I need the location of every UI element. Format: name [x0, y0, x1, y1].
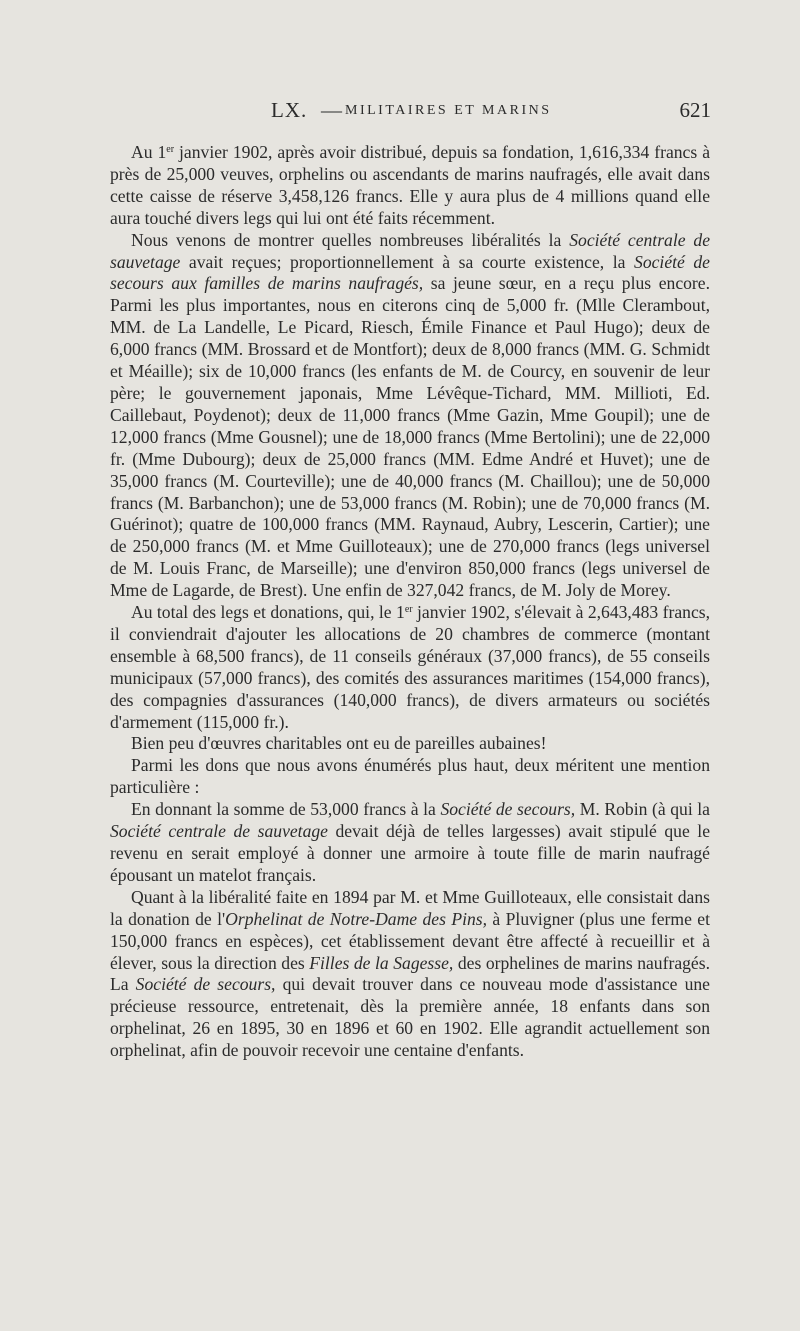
- body-text: [110, 142, 710, 1062]
- text-run: Au total des legs et donations, qui, le 1: [131, 602, 405, 623]
- chapter-number: LX.: [271, 98, 308, 122]
- italic-title: Société centrale de sauvetage: [110, 229, 711, 272]
- text-run: janvier 1902, s'élevait à 2,643,483 francs, il conviendrait d'ajouter les allocations de 20 chambres de commerce (montant ensemble à 68,500 francs), de 11 conseils généraux (37,000 francs), de 55 conseils municipaux (57,000 francs), des comités des assurances maritimes (154,000 francs), des compagnies d'assurances (140,000 francs), de divers armateurs ou sociétés d'armement (115,000 fr.).: [110, 602, 711, 732]
- italic-title: Société de secours aux familles de marins naufragés,: [110, 251, 710, 294]
- ordinal-superscript: er: [166, 144, 175, 155]
- paragraph: [110, 887, 710, 1062]
- paragraph: [110, 230, 710, 602]
- italic-title: Société de secours,: [135, 974, 276, 995]
- text-run: Au 1: [131, 142, 167, 162]
- text-run: Parmi les dons que nous avons énumérés plus haut, deux méritent une mention particulière :: [110, 755, 710, 798]
- italic-title: Orphelinat de Notre-Dame des Pins,: [225, 908, 488, 929]
- italic-title: Société centrale de sauvetage: [110, 821, 328, 842]
- text-run: M. Robin (à qui la: [575, 799, 710, 820]
- text-run: Quant à la libéralité faite en 1894 par M. et Mme Guilloteaux, elle consistait dans la donation de l': [110, 886, 710, 929]
- page-number: 621: [679, 98, 711, 122]
- running-header: [131, 98, 711, 128]
- text-run: Bien peu d'œuvres charitables ont eu de pareilles aubaines!: [131, 733, 547, 754]
- text-run: sa jeune sœur, en a reçu plus encore. Parmi les plus importantes, nous en citerons cinq de 5,000 fr. (Mlle Clerambout, MM. de La Landelle, Le Picard, Riesch, Émile Finance et Paul Hugo); deux de 6,000 francs (MM. Brossard et de Montfort); deux de 8,000 francs (MM. G. Schmidt et Méaille); six de 10,000 francs (les enfants de M. de Courcy, en souvenir de leur père; le gouvernement japonais, Mme Lévêque-Tichard, MM. Millioti, Ed. Caillebaut, Poydenot); deux de 11,000 francs (Mme Gazin, Mme Goupil); une de 12,000 francs (Mme Gousnel); une de 18,000 francs (Mme Bertolini); une de 22,000 fr. (Mme Dubourg); deux de 25,000 francs (MM. Edme André et Huvet); une de 35,000 francs (M. Courteville); une de 40,000 francs (M. Chaillou); une de 50,000 francs (M. Barbanchon); une de 53,000 francs (M. Robin); une de 70,000 francs (M. Guérinot); quatre de 100,000 francs (MM. Raynaud, Aubry, Lescerin, Cartier); une de 250,000 francs (M. et Mme Guilloteaux); une de 270,000 francs (legs universel de M. Louis Franc, de Marseille); une d'environ 850,000 francs (legs universel de Mme de Lagarde, de Brest). Une enfin de 327,042 francs, de M. Joly de Morey.: [110, 273, 710, 601]
- text-run: des orphelines de marins naufragés. La: [110, 952, 710, 995]
- text-run: janvier 1902, après avoir distribué, depuis sa fondation, 1,616,334 francs à près de 25,000 veuves, orphelins ou ascendants de marins naufragés, elle avait dans cette caisse de réserve 3,458,126 francs. Elle y aura plus de 4 millions quand elle aura touché divers legs qui lui ont été faits récemment.: [110, 142, 710, 228]
- chapter-title: MILITAIRES ET MARINS: [345, 103, 552, 118]
- text-run: Nous venons de montrer quelles nombreuses libéralités la: [131, 229, 570, 250]
- text-run: avait reçues; proportionnellement à sa courte existence, la: [180, 251, 635, 272]
- text-run: En donnant la somme de 53,000 francs à la: [131, 799, 441, 820]
- paragraph: [110, 602, 710, 733]
- italic-title: Société de secours,: [440, 799, 576, 820]
- ordinal-superscript: er: [404, 604, 413, 616]
- paragraph: [110, 142, 710, 230]
- paragraph: [110, 799, 710, 887]
- text-run: qui devait trouver dans ce nouveau mode d'assistance une précieuse ressource, entretenait, dès la première année, 18 enfants dans son orphelinat, 26 en 1895, 30 en 1896 et 60 en 1902. Elle agrandit actuellement son orphelinat, afin de pouvoir recevoir une centaine d'enfants.: [110, 974, 710, 1061]
- header-separator: —: [321, 98, 342, 122]
- paragraph: [110, 755, 710, 799]
- italic-title: Filles de la Sagesse,: [309, 952, 454, 973]
- paragraph: [110, 733, 710, 755]
- text-run: à Pluvigner (plus une ferme et 150,000 francs en espèces), cet établissement devant être affecté à recueillir et à élever, sous la direction des: [110, 908, 710, 973]
- text-run: devait déjà de telles largesses) avait stipulé que le revenu en serait employé à donner une armoire à toute fille de marin naufragé épousant un matelot français.: [110, 821, 711, 885]
